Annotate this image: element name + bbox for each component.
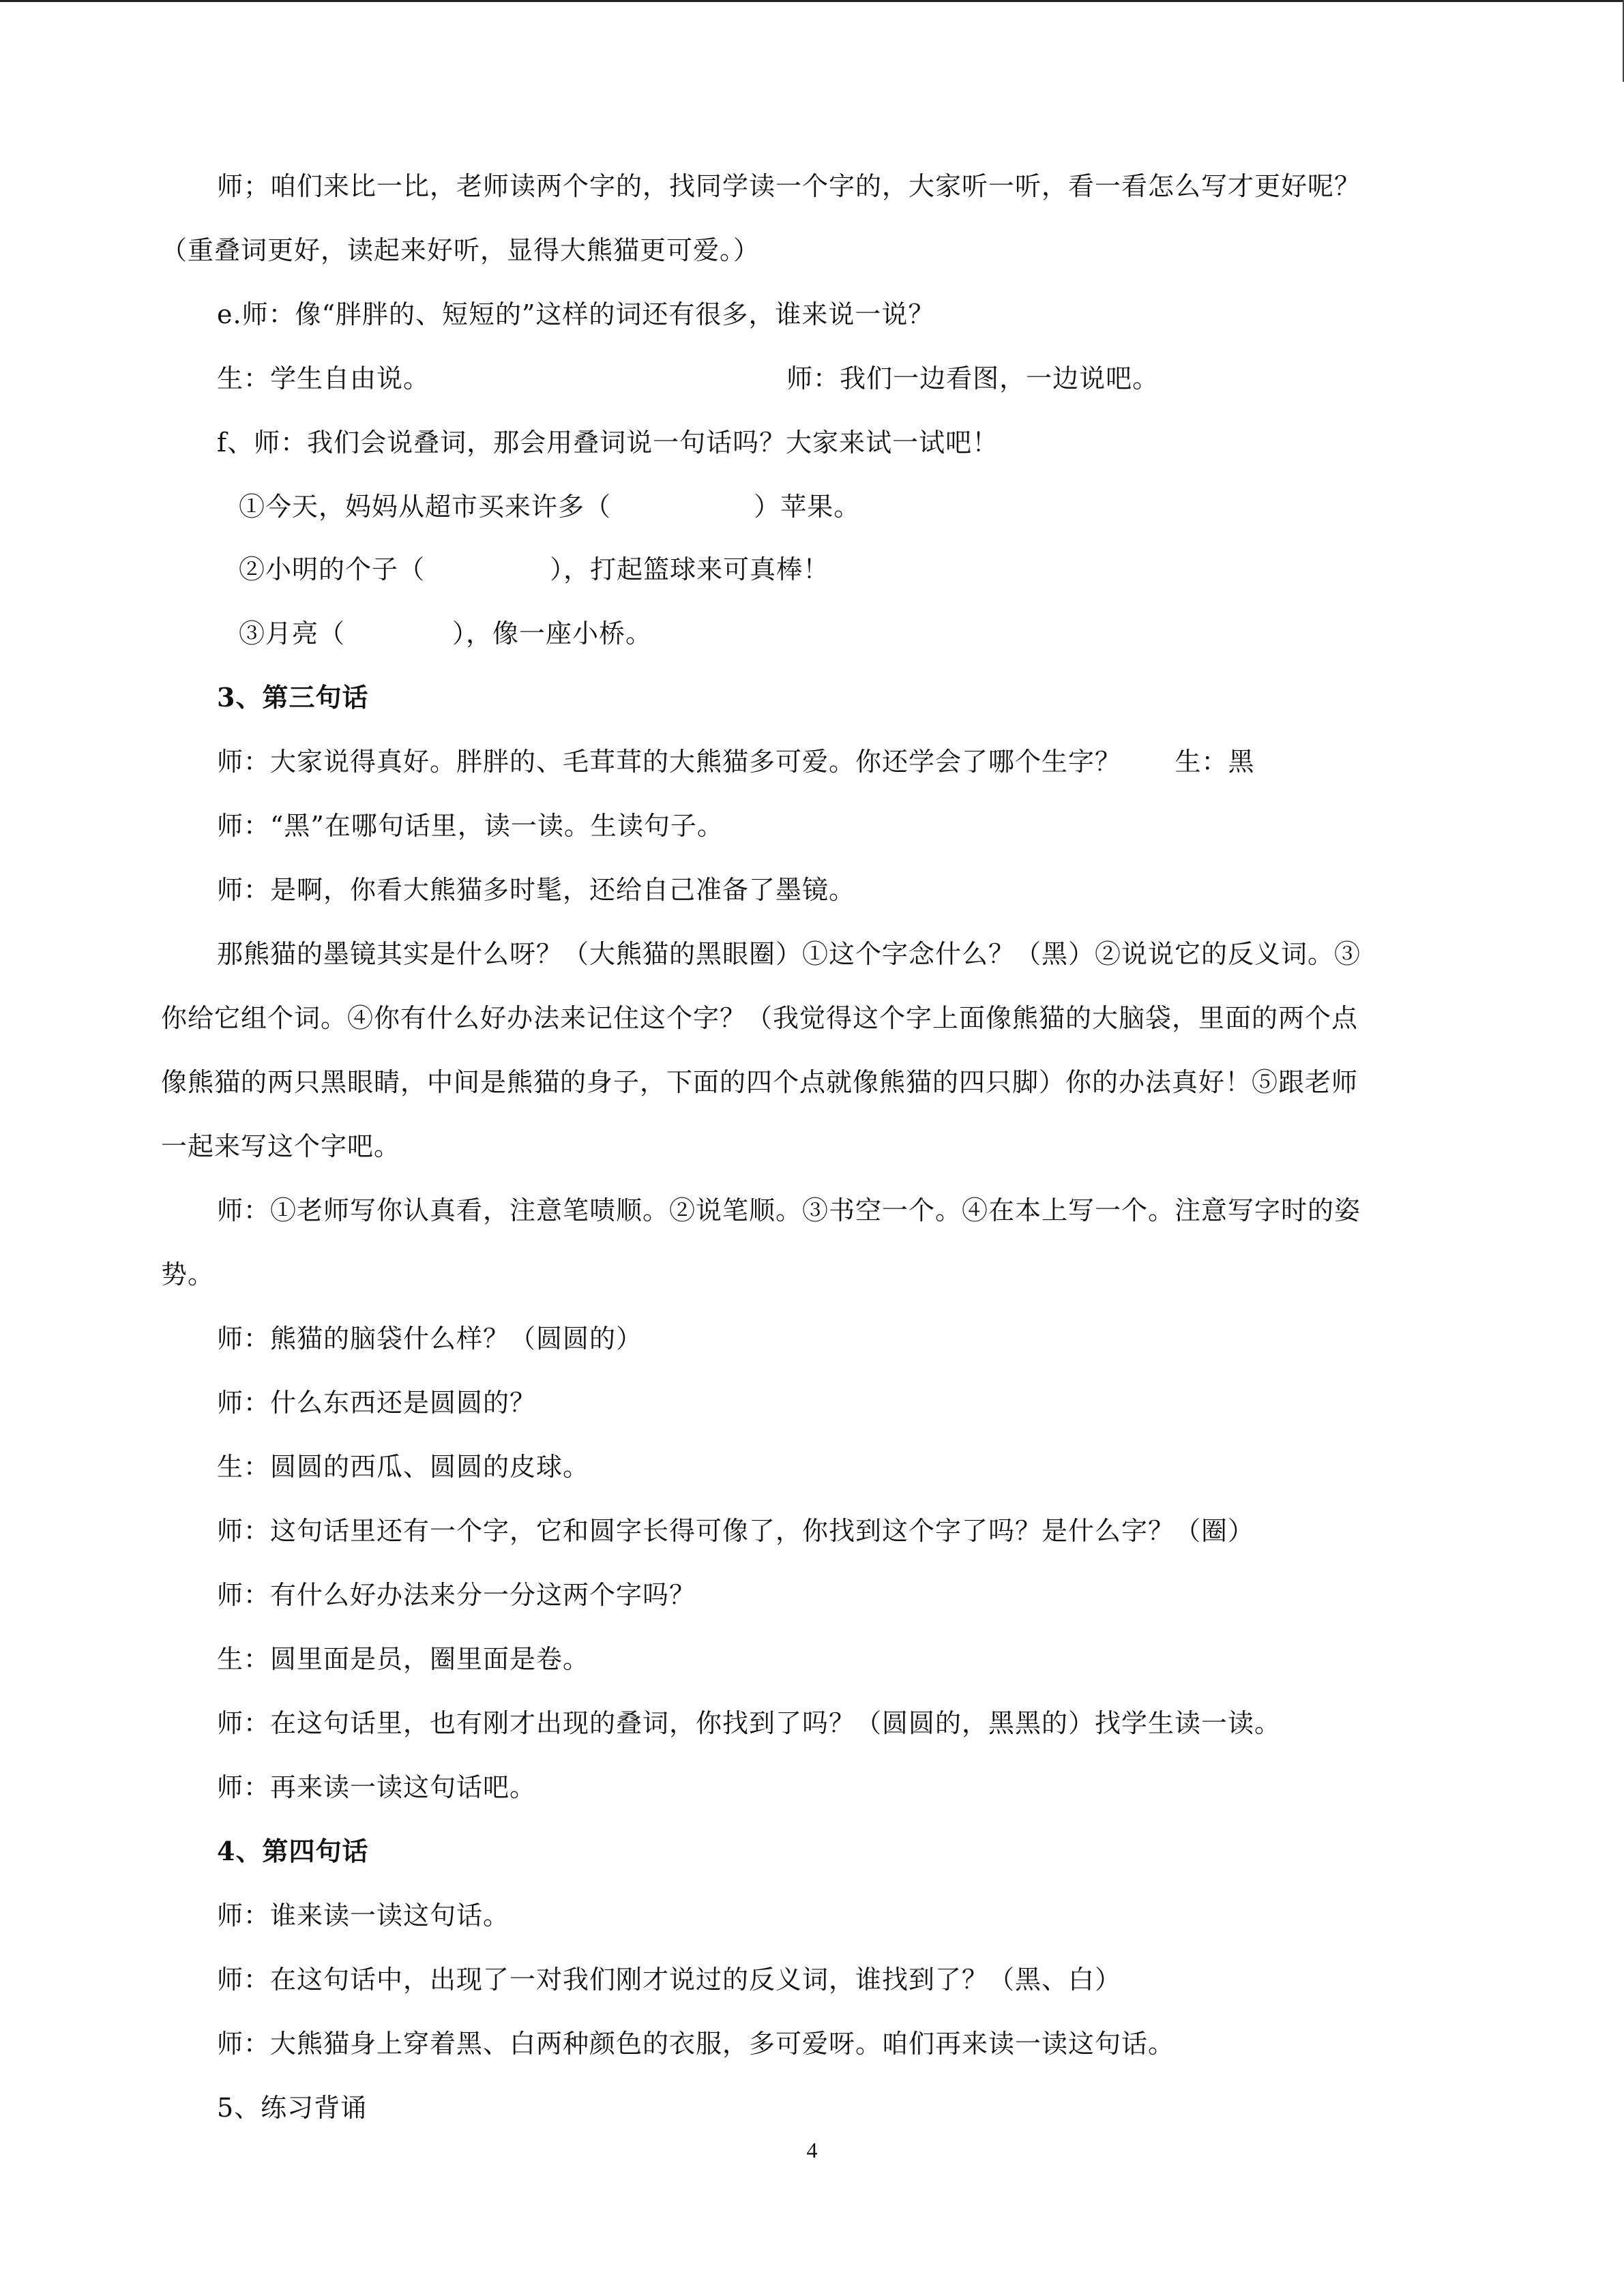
text-line-30: 师：大熊猫身上穿着黑、白两种颜色的衣服，多可爱呀。咱们再来读一读这句话。: [217, 2029, 1175, 2059]
text-line-21: 生：圆圆的西瓜、圆圆的皮球。: [217, 1452, 590, 1482]
text-line-4: 生：学生自由说。 师：我们一边看图，一边说吧。: [217, 363, 1160, 393]
text-line-31: 5、练习背诵: [217, 2093, 368, 2123]
text-line-18: 势。: [161, 1259, 215, 1289]
text-line-20: 师：什么东西还是圆圆的？: [217, 1388, 537, 1418]
text-line-13: 那熊猫的墨镜其实是什么呀？（大熊猫的黑眼圈）①这个字念什么？（黑）②说说它的反义词。③: [217, 939, 1361, 969]
text-line-26: 师：再来读一读这句话吧。: [217, 1772, 537, 1802]
text-line-15: 像熊猫的两只黑眼睛，中间是熊猫的身子，下面的四个点就像熊猫的四只脚）你的办法真好！⑤跟老师: [161, 1067, 1359, 1097]
text-line-29: 师：在这句话中，出现了一对我们刚才说过的反义词，谁找到了？（黑、白）: [217, 1965, 1122, 1995]
text-line-3: e.师：像“胖胖的、短短的”这样的词还有很多，谁来说一说？: [217, 299, 935, 329]
text-line-22: 师：这句话里还有一个字，它和圆字长得可像了，你找到这个字了吗？是什么字？（圈）: [217, 1516, 1255, 1546]
text-line-16: 一起来写这个字吧。: [161, 1131, 401, 1161]
text-line-19: 师：熊猫的脑袋什么样？（圆圆的）: [217, 1324, 643, 1354]
text-line-7: ②小明的个子（ ），打起篮球来可真棒！: [239, 554, 830, 584]
text-line-10: 师：大家说得真好。胖胖的、毛茸茸的大熊猫多可爱。你还学会了哪个生字？ 生：黑: [217, 747, 1255, 777]
text-line-1: 师；咱们来比一比，老师读两个字的，找同学读一个字的，大家听一听，看一看怎么写才更好呢？: [217, 171, 1361, 201]
text-line-12: 师：是啊，你看大熊猫多时髦，还给自己准备了墨镜。: [217, 875, 856, 905]
text-line-8: ③月亮（ ），像一座小桥。: [239, 618, 652, 648]
text-line-24: 生：圆里面是员，圈里面是卷。: [217, 1644, 590, 1674]
section-heading-3: 3、第三句话: [217, 682, 369, 713]
text-line-28: 师：谁来读一读这句话。: [217, 1900, 510, 1930]
text-line-23: 师：有什么好办法来分一分这两个字吗？: [217, 1580, 696, 1610]
text-line-5: f、师：我们会说叠词，那会用叠词说一句话吗？大家来试一试吧！: [217, 428, 999, 458]
text-line-25: 师：在这句话里，也有刚才出现的叠词，你找到了吗？（圆圆的，黑黑的）找学生读一读。: [217, 1708, 1282, 1738]
section-heading-4: 4、第四句话: [217, 1836, 369, 1866]
text-line-17: 师：①老师写你认真看，注意笔啧顺。②说笔顺。③书空一个。④在本上写一个。注意写字时的姿: [217, 1195, 1361, 1225]
top-border-line: [0, 0, 1624, 2]
text-line-2: （重叠词更好，读起来好听，显得大熊猫更可爱。）: [161, 235, 761, 265]
text-line-6: ①今天，妈妈从超市买来许多（ ）苹果。: [239, 492, 861, 522]
page-number: 4: [806, 2138, 818, 2162]
text-line-14: 你给它组个词。④你有什么好办法来记住这个字？（我觉得这个字上面像熊猫的大脑袋，里面的两个点: [161, 1003, 1359, 1033]
text-line-11: 师：“黑”在哪句话里，读一读。生读句子。: [217, 811, 724, 841]
